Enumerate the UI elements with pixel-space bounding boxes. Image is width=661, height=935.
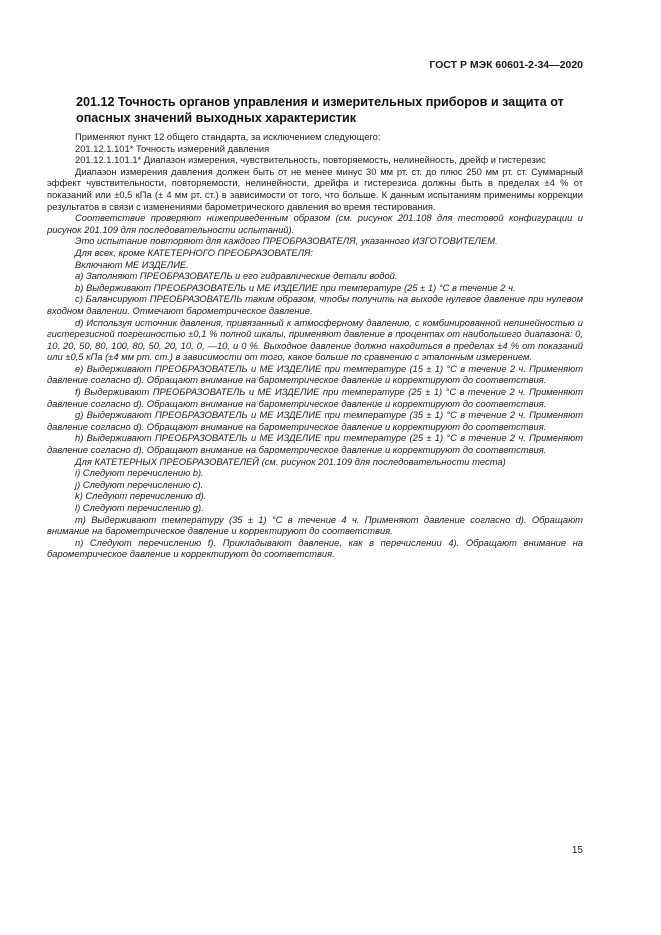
list-item: l) Следуют перечислению g). [75, 502, 204, 513]
paragraph: 201.12.1.101* Точность измерений давления [75, 142, 270, 154]
standard-header: ГОСТ Р МЭК 60601-2-34—2020 [429, 59, 583, 71]
paragraph: Диапазон измерения давления должен быть от не менее минус 30 мм рт. ст. до плюс 250 мм рт. ст. Суммарный эффект чувствительности, повторяемости, нелинейности, дрейфа и гистерезиса должны быть в пределах ±4 % от показаний или ±0,5 кПа (± 4 мм рт. ст.) в зависимости от того, что больше. К данным испытаниям применимы коррекции результатов в связи с изменениями барометрического давления во время тестирования. [47, 165, 583, 212]
list-item: h) Выдерживают ПРЕОБРАЗОВАТЕЛЬ и МЕ ИЗДЕЛИЕ при температуре (25 ± 1) °С в течение 2 ч. Применяют давление согласно d). Обращают внимание на барометрическое давление и корректируют до соответствия. [47, 432, 583, 456]
paragraph: Соответствие проверяют нижеприведенным образом (см. рисунок 201.108 для тестовой конфигурации и рисунок 201.109 для последовательности испытаний). [47, 212, 583, 235]
document-body [47, 131, 583, 560]
section-title: 201.12 Точность органов управления и измерительных приборов и защита от опасных значений выходных характеристик [76, 95, 564, 125]
paragraph: Это испытание повторяют для каждого ПРЕОБРАЗОВАТЕЛЯ, указанного ИЗГОТОВИТЕЛЕМ. [75, 235, 498, 247]
page-number: 15 [571, 845, 583, 856]
list-item: j) Следуют перечислению c). [75, 478, 204, 490]
paragraph: 201.12.1.101.1* Диапазон измерения, чувствительность, повторяемость, нелинейность, дрейф и гистерезис [75, 154, 546, 166]
list-item: i) Следуют перечислению b). [75, 467, 204, 479]
list-item: a) Заполняют ПРЕОБРАЗОВАТЕЛЬ и его гидравлические детали водой. [75, 270, 398, 282]
list-item: b) Выдерживают ПРЕОБРАЗОВАТЕЛЬ и МЕ ИЗДЕЛИЕ при температуре (25 ± 1) °С в течение 2 ч. [75, 281, 516, 293]
list-item: e) Выдерживают ПРЕОБРАЗОВАТЕЛЬ и МЕ ИЗДЕЛИЕ при температуре (15 ± 1) °С в течение 2 ч. Применяют давление согласно d). Обращают внимание на барометрическое давление и корректируют до соответствия. [47, 362, 583, 386]
list-item: n) Следуют перечислению f). Прикладывают давление, как в перечислении 4). Обращают внимание на барометрическое давление и корректируют до соответствия. [47, 536, 583, 560]
paragraph: Включают МЕ ИЗДЕЛИЕ. [75, 258, 189, 270]
paragraph: Применяют пункт 12 общего стандарта, за исключением следующего: [75, 131, 381, 142]
paragraph: Для КАТЕТЕРНЫХ ПРЕОБРАЗОВАТЕЛЕЙ (см. рисунок 201.109 для последовательности теста) [75, 455, 506, 467]
list-item: d) Используя источник давления, привязанный к атмосферному давлению, с комбинированной нелинейностью и гистерезисной погрешностью ±0,1 % полной шкалы, применяют давление в процентах от наибольшего диапазона: 0, 10, 20, 50, 80, 100, 80, 50, 20, 10, 0, —10, и 0 %. Выходное давление должно находиться в пределах ±4 % от показаний или ±0,5 кПа (±4 мм рт. ст.) в зависимости от того, какое больше по сравнению с эталонным измерением. [47, 316, 583, 363]
list-item: g) Выдерживают ПРЕОБРАЗОВАТЕЛЬ и МЕ ИЗДЕЛИЕ при температуре (35 ± 1) °С в течение 2 ч. Применяют давление согласно d). Обращают внимание на барометрическое давление и корректируют до соответствия. [47, 409, 583, 432]
list-item: k) Следуют перечислению d). [75, 490, 207, 502]
list-item: c) Балансируют ПРЕОБРАЗОВАТЕЛЬ таким образом, чтобы получить на выходе нулевое давление при нулевом входном давлении. Отмечают барометрическое давление. [47, 293, 583, 316]
list-item: m) Выдерживают температуру (35 ± 1) °С в течение 4 ч. Применяют давление согласно d). Обращают внимание на барометрическое давление и корректируют до соответствия. [47, 513, 583, 537]
paragraph: Для всех, кроме КАТЕТЕРНОГО ПРЕОБРАЗОВАТЕЛЯ: [75, 246, 314, 258]
list-item: f) Выдерживают ПРЕОБРАЗОВАТЕЛЬ и МЕ ИЗДЕЛИЕ при температуре (25 ± 1) °С в течение 2 ч. Применяют давление согласно d). Обращают внимание на барометрическое давление и корректируют до соответствия. [47, 386, 583, 409]
